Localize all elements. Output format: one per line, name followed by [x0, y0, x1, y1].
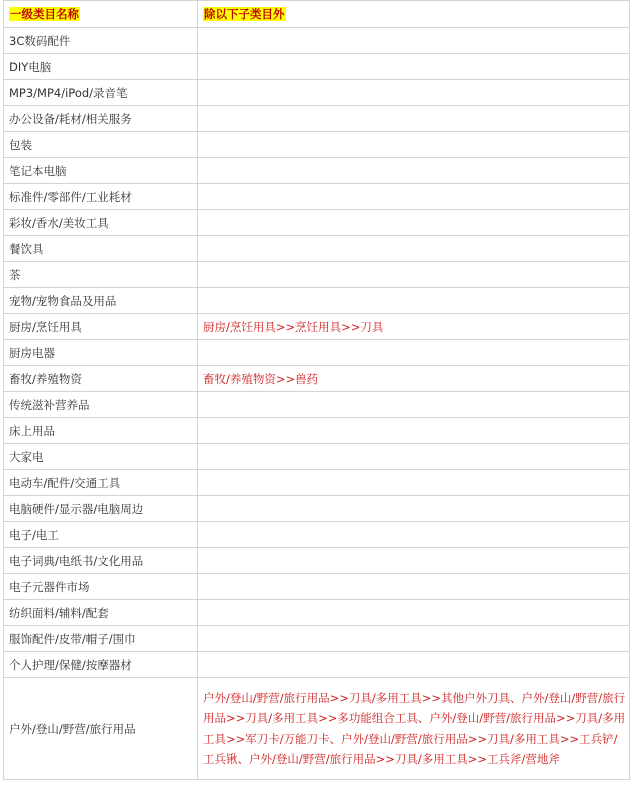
table-row [4, 28, 630, 54]
table-row [4, 184, 630, 210]
exception-cell [198, 444, 630, 470]
exception-cell [198, 392, 630, 418]
table-row [4, 496, 630, 522]
category-cell: DIY电脑 [4, 54, 198, 80]
category-cell: 3C数码配件 [4, 28, 198, 54]
table-row [4, 158, 630, 184]
header-label-exception: 除以下子类目外 [204, 7, 285, 21]
category-cell: 笔记本电脑 [4, 158, 198, 184]
category-cell: 纺织面料/辅料/配套 [4, 600, 198, 626]
table-row [4, 54, 630, 80]
category-cell: 茶 [4, 262, 198, 288]
exception-cell [198, 548, 630, 574]
category-cell: 办公设备/耗材/相关服务 [4, 106, 198, 132]
exception-cell [198, 496, 630, 522]
table-row [4, 262, 630, 288]
category-cell: MP3/MP4/iPod/录音笔 [4, 80, 198, 106]
table-row [4, 678, 630, 780]
category-cell: 传统滋补营养品 [4, 392, 198, 418]
category-cell: 服饰配件/皮带/帽子/围巾 [4, 626, 198, 652]
category-exception-table [3, 0, 630, 780]
exception-cell [198, 106, 630, 132]
exception-cell [198, 132, 630, 158]
exception-cell [198, 80, 630, 106]
table-row [4, 288, 630, 314]
exception-cell [198, 184, 630, 210]
exception-cell [198, 54, 630, 80]
table-row [4, 132, 630, 158]
table-row [4, 366, 630, 392]
header-cell-exception [198, 1, 630, 28]
exception-cell [198, 574, 630, 600]
category-cell: 电脑硬件/显示器/电脑周边 [4, 496, 198, 522]
category-cell: 电子词典/电纸书/文化用品 [4, 548, 198, 574]
category-cell: 大家电 [4, 444, 198, 470]
table-row [4, 548, 630, 574]
category-cell: 电动车/配件/交通工具 [4, 470, 198, 496]
table-row [4, 470, 630, 496]
header-label-category: 一级类目名称 [10, 7, 79, 21]
category-cell: 宠物/宠物食品及用品 [4, 288, 198, 314]
category-cell: 餐饮具 [4, 236, 198, 262]
table-row [4, 652, 630, 678]
header-cell-category [4, 1, 198, 28]
category-cell: 厨房/烹饪用具 [4, 314, 198, 340]
table-header-row [4, 1, 630, 28]
exception-cell [198, 236, 630, 262]
category-cell: 个人护理/保健/按摩器材 [4, 652, 198, 678]
table-row [4, 444, 630, 470]
table-row [4, 392, 630, 418]
table-row [4, 626, 630, 652]
table-row [4, 80, 630, 106]
exception-cell [198, 210, 630, 236]
exception-cell [198, 418, 630, 444]
exception-cell [198, 652, 630, 678]
category-cell: 包装 [4, 132, 198, 158]
table-row [4, 418, 630, 444]
exception-cell: 户外/登山/野营/旅行用品>>刀具/多用工具>>其他户外刀具、户外/登山/野营/旅行用品>>刀具/多用工具>>多功能组合工具、户外/登山/野营/旅行用品>>刀具/多用工具>>军刀卡/万能刀卡、户外/登山/野营/旅行用品>>刀具/多用工具>>工兵铲/工兵锹、户外/登山/野营/旅行用品>>刀具/多用工具>>工兵斧/营地斧 [198, 678, 630, 780]
exception-cell [198, 340, 630, 366]
exception-cell: 畜牧/养殖物资>>兽药 [198, 366, 630, 392]
exception-cell [198, 600, 630, 626]
exception-cell [198, 522, 630, 548]
table-row [4, 106, 630, 132]
exception-cell [198, 158, 630, 184]
category-cell: 彩妆/香水/美妆工具 [4, 210, 198, 236]
exception-cell [198, 626, 630, 652]
table-row [4, 340, 630, 366]
exception-cell: 厨房/烹饪用具>>烹饪用具>>刀具 [198, 314, 630, 340]
exception-cell [198, 288, 630, 314]
table-row [4, 600, 630, 626]
category-cell: 畜牧/养殖物资 [4, 366, 198, 392]
table-row [4, 236, 630, 262]
category-cell: 电子元器件市场 [4, 574, 198, 600]
category-cell: 床上用品 [4, 418, 198, 444]
exception-cell [198, 470, 630, 496]
exception-cell [198, 262, 630, 288]
category-cell: 户外/登山/野营/旅行用品 [4, 678, 198, 780]
category-cell: 电子/电工 [4, 522, 198, 548]
table-row [4, 574, 630, 600]
exception-cell [198, 28, 630, 54]
category-cell: 厨房电器 [4, 340, 198, 366]
category-cell: 标准件/零部件/工业耗材 [4, 184, 198, 210]
table-row [4, 522, 630, 548]
table-row [4, 314, 630, 340]
table-row [4, 210, 630, 236]
